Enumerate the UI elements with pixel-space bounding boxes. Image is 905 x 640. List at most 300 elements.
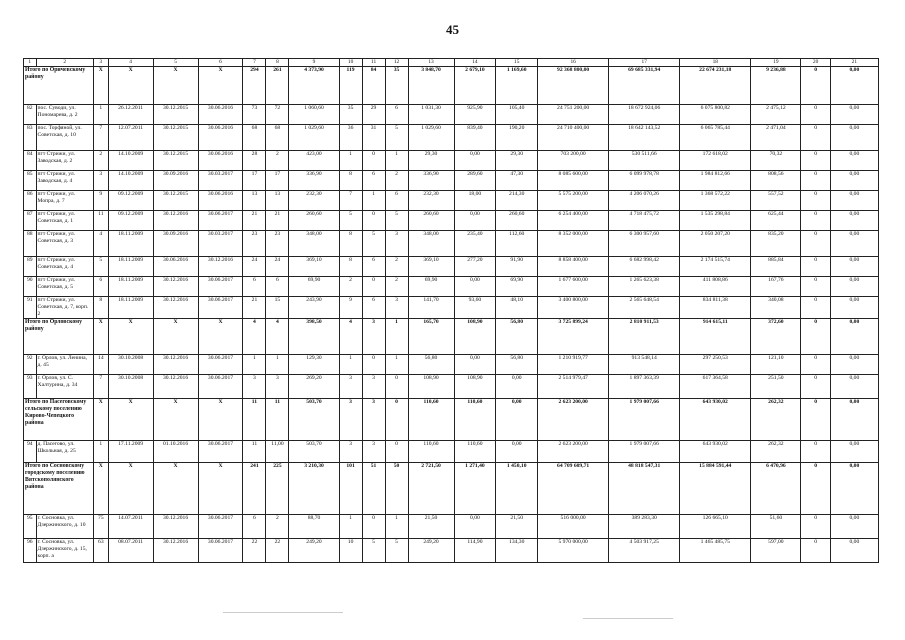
column-number: 9 — [289, 59, 339, 67]
table-cell: 30.06.2017 — [198, 515, 243, 539]
table-cell: 1 — [385, 151, 408, 171]
table-cell: 30.03.2017 — [198, 231, 243, 257]
table-cell: 0,00 — [454, 355, 496, 375]
table-cell: 3 — [94, 171, 109, 191]
table-cell: 369,10 — [289, 257, 339, 277]
table-cell: 0 — [801, 355, 830, 375]
table-cell: 1 029,60 — [289, 125, 339, 151]
table-cell: 56,80 — [408, 355, 454, 375]
table-cell: 17.11.2009 — [108, 441, 153, 463]
table-cell: 348,00 — [408, 231, 454, 257]
table-cell: 0 — [801, 257, 830, 277]
column-number: 5 — [153, 59, 198, 67]
table-cell: 2 — [385, 171, 408, 191]
table-cell: 26.12.2011 — [108, 105, 153, 125]
table-row — [24, 441, 879, 463]
row-number: 96 — [24, 539, 37, 563]
table-cell: 108,90 — [408, 375, 454, 399]
table-cell: 0 — [801, 277, 830, 297]
table-cell: 1 060,60 — [289, 105, 339, 125]
table-cell: 261 — [266, 67, 289, 105]
table-cell: 18.11.2009 — [108, 277, 153, 297]
table-cell: 0,00 — [830, 231, 878, 257]
table-cell: 5 — [362, 539, 385, 563]
table-cell: 1 — [339, 151, 362, 171]
address-cell: пгт Стрижи, ул. Заводская, д. 4 — [36, 171, 93, 191]
table-cell: 69 685 331,94 — [609, 67, 680, 105]
bottom-lines — [23, 606, 879, 626]
table-cell: 35 — [339, 105, 362, 125]
table-cell: 3 — [266, 375, 289, 399]
table-cell: 172 618,02 — [680, 151, 751, 171]
table-cell: 617 364,58 — [680, 375, 751, 399]
table-cell: 24 — [266, 257, 289, 277]
table-row — [24, 125, 879, 151]
table-cell: 22 — [266, 539, 289, 563]
table-cell: 0,00 — [830, 297, 878, 319]
table-cell: 21,50 — [408, 515, 454, 539]
table-cell: 30.12.2016 — [153, 297, 198, 319]
total-row — [24, 319, 879, 355]
table-cell: 6 — [266, 277, 289, 297]
table-cell: 0,00 — [830, 515, 878, 539]
table-cell: 0,00 — [830, 441, 878, 463]
table-cell: 09.12.2009 — [108, 211, 153, 231]
table-cell: 23 — [266, 231, 289, 257]
table-cell: 0 — [362, 211, 385, 231]
address-cell: пгт Стрижи, ул. Мопра, д. 7 — [36, 191, 93, 211]
table-cell: X — [153, 399, 198, 441]
table-cell: 6 254 400,00 — [538, 211, 609, 231]
table-cell: 411 808,86 — [680, 277, 751, 297]
table-cell: X — [153, 463, 198, 515]
column-number: 10 — [339, 59, 362, 67]
table-cell: 0,00 — [830, 125, 878, 151]
table-cell: 105,40 — [496, 105, 538, 125]
table-cell: 214,30 — [496, 191, 538, 211]
table-row — [24, 355, 879, 375]
table-cell: 0 — [801, 319, 830, 355]
table-cell: 0 — [362, 355, 385, 375]
table-cell: 1 897 363,39 — [609, 375, 680, 399]
table-cell: 336,90 — [408, 171, 454, 191]
table-cell: 0,00 — [830, 463, 878, 515]
table-cell: X — [198, 399, 243, 441]
table-cell: 3 — [339, 375, 362, 399]
table-cell: 516 000,00 — [538, 515, 609, 539]
table-cell: 30.12.2016 — [153, 355, 198, 375]
table-cell: 30.06.2017 — [198, 297, 243, 319]
table-cell: 68 — [266, 125, 289, 151]
table-cell: 530 511,66 — [609, 151, 680, 171]
address-cell: пгт Стрижи, ул. Советская, д. 4 — [36, 257, 93, 277]
table-cell: 1 — [362, 191, 385, 211]
table-cell: 68 — [243, 125, 266, 151]
address-cell: г. Орлов, ул. Ленина, д. 45 — [36, 355, 93, 375]
table-cell: 11 — [243, 399, 266, 441]
address-cell: пгт Стрижи, ул. Советская, д. 3 — [36, 231, 93, 257]
table-cell: 18.11.2009 — [108, 297, 153, 319]
page-number: 45 — [446, 22, 459, 37]
table-cell: 0,00 — [830, 277, 878, 297]
column-number: 18 — [680, 59, 751, 67]
table-cell: 110,60 — [408, 441, 454, 463]
table-cell: 30.12.2015 — [153, 191, 198, 211]
table-cell: 260,60 — [408, 211, 454, 231]
column-number: 17 — [609, 59, 680, 67]
table-cell: 2 — [266, 515, 289, 539]
table-cell: X — [108, 399, 153, 441]
table-row — [24, 515, 879, 539]
table-cell: 30.12.2015 — [153, 151, 198, 171]
column-number: 20 — [801, 59, 830, 67]
table-row — [24, 297, 879, 319]
table-cell: 141,70 — [408, 297, 454, 319]
table-cell: 4 373,90 — [289, 67, 339, 105]
table-cell: X — [153, 319, 198, 355]
table-cell: 4 718 475,72 — [609, 211, 680, 231]
table-cell: 30.06.2017 — [198, 355, 243, 375]
table-cell: 48 818 547,31 — [609, 463, 680, 515]
table-cell: 3 — [339, 399, 362, 441]
table-cell: 4 — [339, 319, 362, 355]
table-cell: 5 — [94, 257, 109, 277]
table-cell: 336,90 — [289, 171, 339, 191]
table-cell: 69,90 — [289, 277, 339, 297]
table-cell: 6 470,96 — [751, 463, 801, 515]
table-cell: 0,00 — [830, 375, 878, 399]
column-number: 8 — [266, 59, 289, 67]
table-cell: 30.12.2016 — [153, 277, 198, 297]
table-cell: 29,30 — [408, 151, 454, 171]
table-cell: 4 206 070,26 — [609, 191, 680, 211]
table-cell: 6 — [243, 515, 266, 539]
address-cell: г. Орлов, ул. С. Халтурина, д. 34 — [36, 375, 93, 399]
table-cell: 1 — [266, 355, 289, 375]
table-cell: 0 — [362, 277, 385, 297]
table-cell: 21 — [266, 211, 289, 231]
table-cell: 69,90 — [496, 277, 538, 297]
table-cell: 30.06.2017 — [198, 211, 243, 231]
table-cell: 1 271,40 — [454, 463, 496, 515]
table-cell: 7 — [94, 125, 109, 151]
table-cell: 0,00 — [454, 151, 496, 171]
table-cell: 3 — [362, 319, 385, 355]
address-cell: пос. Суводи, ул. Пономарева, д. 2 — [36, 105, 93, 125]
address-cell: г. Сосновка, ул. Дзержинского, д. 15, корп. а — [36, 539, 93, 563]
table-cell: 30.12.2016 — [153, 375, 198, 399]
table-cell: 73 — [243, 105, 266, 125]
table-cell: 30.06.2017 — [198, 539, 243, 563]
table-cell: 235,40 — [454, 231, 496, 257]
table-cell: 5 — [385, 125, 408, 151]
table-cell: 0 — [362, 515, 385, 539]
table-cell: 1 — [94, 105, 109, 125]
table-cell: 348,00 — [289, 231, 339, 257]
table-cell: 30.12.2016 — [153, 211, 198, 231]
address-cell: пгт Стрижи, ул. Советская, д. 1 — [36, 211, 93, 231]
table-cell: 925,90 — [454, 105, 496, 125]
address-cell: пгт Стрижи, ул. Советская, д. 7, корп. 2 — [36, 297, 93, 319]
table-cell: 30.12.2016 — [153, 515, 198, 539]
table-cell: 3 210,30 — [289, 463, 339, 515]
table-cell: 4 — [94, 231, 109, 257]
table-cell: 91,90 — [496, 257, 538, 277]
column-number: 11 — [362, 59, 385, 67]
table-cell: 0,00 — [830, 257, 878, 277]
table-cell: 11 — [266, 399, 289, 441]
table-cell: 5 970 000,00 — [538, 539, 609, 563]
table-cell: 6 — [243, 277, 266, 297]
table-cell: 17 — [243, 171, 266, 191]
table-row — [24, 375, 879, 399]
table-cell: 36 — [339, 125, 362, 151]
table-cell: 914 615,11 — [680, 319, 751, 355]
row-number: 91 — [24, 297, 37, 319]
table-cell: 0 — [801, 441, 830, 463]
table-cell: 0,00 — [830, 539, 878, 563]
table-cell: 2 — [339, 277, 362, 297]
table-cell: 9 236,88 — [751, 67, 801, 105]
table-cell: X — [108, 67, 153, 105]
table-cell: 29,30 — [496, 151, 538, 171]
table-cell: 2 679,10 — [454, 67, 496, 105]
table-cell: 2 — [385, 277, 408, 297]
column-number: 2 — [36, 59, 93, 67]
table-cell: 0 — [362, 151, 385, 171]
table-cell: 6 — [362, 257, 385, 277]
table-cell: 369,10 — [408, 257, 454, 277]
table-cell: 277,20 — [454, 257, 496, 277]
table-cell: 30.03.2017 — [198, 171, 243, 191]
table-cell: 289,60 — [454, 171, 496, 191]
row-number: 82 — [24, 105, 37, 125]
column-number: 15 — [496, 59, 538, 67]
table-cell: 8 352 000,00 — [538, 231, 609, 257]
table-cell: 6 075 800,82 — [680, 105, 751, 125]
table-row — [24, 151, 879, 171]
table-cell: 0 — [801, 211, 830, 231]
table-row — [24, 171, 879, 191]
table-cell: 72 — [266, 105, 289, 125]
table-cell: 121,10 — [751, 355, 801, 375]
table-cell: 14.10.2009 — [108, 151, 153, 171]
table-cell: 30.06.2016 — [198, 151, 243, 171]
column-number: 14 — [454, 59, 496, 67]
table-cell: 93,60 — [454, 297, 496, 319]
table-cell: 110,60 — [408, 399, 454, 441]
table-cell: 839,40 — [454, 125, 496, 151]
table-cell: 3 — [362, 375, 385, 399]
table-cell: 1 169,60 — [496, 67, 538, 105]
table-cell: 0 — [801, 191, 830, 211]
table-cell: 0,00 — [830, 355, 878, 375]
table-cell: X — [108, 319, 153, 355]
table-cell: 1 265 623,38 — [609, 277, 680, 297]
table-cell: 372,60 — [751, 319, 801, 355]
table-cell: 129,30 — [289, 355, 339, 375]
table-cell: 835,20 — [751, 231, 801, 257]
table-cell: 92 368 800,00 — [538, 67, 609, 105]
table-cell: 24 — [243, 257, 266, 277]
table-cell: 0 — [801, 125, 830, 151]
table-cell: 225 — [266, 463, 289, 515]
table-cell: 48,10 — [496, 297, 538, 319]
table-cell: 10 — [339, 539, 362, 563]
table-cell: 2 623 200,00 — [538, 441, 609, 463]
table-cell: 22 674 231,18 — [680, 67, 751, 105]
table-cell: 269,20 — [289, 375, 339, 399]
table-cell: 4 — [243, 319, 266, 355]
table-cell: 14.10.2009 — [108, 171, 153, 191]
table-cell: 251,50 — [751, 375, 801, 399]
table-cell: 12.07.2011 — [108, 125, 153, 151]
table-cell: 29 — [362, 105, 385, 125]
table-cell: 09.12.2009 — [108, 191, 153, 211]
column-number: 16 — [538, 59, 609, 67]
table-cell: 7 — [339, 191, 362, 211]
column-number: 4 — [108, 59, 153, 67]
table-cell: 11 — [94, 211, 109, 231]
table-cell: 8 — [339, 231, 362, 257]
table-cell: 885,84 — [751, 257, 801, 277]
address-cell: пгт Стрижи, ул. Советская, д. 5 — [36, 277, 93, 297]
table-cell: 0 — [801, 375, 830, 399]
table-cell: 30.06.2016 — [198, 125, 243, 151]
table-cell: 503,70 — [289, 441, 339, 463]
table-cell: 51,60 — [751, 515, 801, 539]
table-cell: 423,00 — [289, 151, 339, 171]
table-cell: 50 — [385, 463, 408, 515]
table-cell: 0 — [385, 375, 408, 399]
table-cell: 84 — [362, 67, 385, 105]
table-cell: 14 — [94, 355, 109, 375]
table-cell: 2 810 911,53 — [609, 319, 680, 355]
row-number: 83 — [24, 125, 37, 151]
table-cell: X — [153, 67, 198, 105]
table-cell: 0,00 — [496, 399, 538, 441]
table-cell: 249,20 — [289, 539, 339, 563]
table-cell: 1 368 572,22 — [680, 191, 751, 211]
table-cell: 30.12.2015 — [153, 105, 198, 125]
table-cell: 0,00 — [454, 211, 496, 231]
table-cell: 15 884 591,44 — [680, 463, 751, 515]
row-number: 89 — [24, 257, 37, 277]
table-cell: 0 — [801, 171, 830, 191]
table-cell: 35 — [385, 67, 408, 105]
table-row — [24, 211, 879, 231]
row-number: 93 — [24, 375, 37, 399]
table-cell: 18,00 — [454, 191, 496, 211]
table-cell: 3 — [243, 375, 266, 399]
row-number: 92 — [24, 355, 37, 375]
table-cell: 398,50 — [289, 319, 339, 355]
table-cell: 190,20 — [496, 125, 538, 151]
column-number: 3 — [94, 59, 109, 67]
table-cell: 597,00 — [751, 539, 801, 563]
table-cell: 30.10.2008 — [108, 375, 153, 399]
table-cell: 5 — [362, 231, 385, 257]
table-cell: 2 050 207,20 — [680, 231, 751, 257]
table-cell: 241 — [243, 463, 266, 515]
table-cell: 1 677 600,00 — [538, 277, 609, 297]
table-cell: 6 682 998,42 — [609, 257, 680, 277]
table-cell: 6 — [385, 191, 408, 211]
table-cell: 1 465 485,75 — [680, 539, 751, 563]
table-cell: 1 — [243, 355, 266, 375]
column-number: 6 — [198, 59, 243, 67]
table-cell: 08.07.2011 — [108, 539, 153, 563]
table-cell: 643 930,02 — [680, 399, 751, 441]
table-cell: 134,30 — [496, 539, 538, 563]
column-number: 1 — [24, 59, 37, 67]
table-cell: 24 751 200,00 — [538, 105, 609, 125]
table-cell: X — [94, 67, 109, 105]
table-cell: 0,00 — [830, 151, 878, 171]
table-cell: 56,80 — [496, 355, 538, 375]
table-cell: 30.10.2008 — [108, 355, 153, 375]
table-row — [24, 539, 879, 563]
table-cell: 262,32 — [751, 441, 801, 463]
table-cell: 167,76 — [751, 277, 801, 297]
table-cell: 0,00 — [830, 191, 878, 211]
table-cell: 108,90 — [454, 375, 496, 399]
table-cell: 232,30 — [408, 191, 454, 211]
table-cell: 8 — [94, 297, 109, 319]
column-number: 12 — [385, 59, 408, 67]
table-cell: 13 — [243, 191, 266, 211]
table-cell: 51 — [362, 463, 385, 515]
total-row — [24, 463, 879, 515]
table-cell: 2 565 648,54 — [609, 297, 680, 319]
table-cell: 0,00 — [830, 211, 878, 231]
table-cell: 2 471,04 — [751, 125, 801, 151]
table-cell: 126 665,10 — [680, 515, 751, 539]
table-cell: 21 — [243, 297, 266, 319]
table-cell: 1 — [385, 319, 408, 355]
total-label: Итого по Сосновскому городскому поселению Вятскополянского района — [24, 463, 94, 515]
table-cell: 7 — [94, 375, 109, 399]
total-row — [24, 399, 879, 441]
table-cell: 110,60 — [454, 399, 496, 441]
table-cell: 30.09.2016 — [153, 171, 198, 191]
table-cell: 3 — [385, 231, 408, 257]
table-cell: 0,00 — [830, 319, 878, 355]
table-cell: 0 — [801, 515, 830, 539]
table-cell: 2 — [94, 151, 109, 171]
table-cell: X — [94, 319, 109, 355]
address-cell: пгт Стрижи, ул. Заводская, д. 2 — [36, 151, 93, 171]
table-cell: 6 300 957,60 — [609, 231, 680, 257]
table-cell: 30.06.2017 — [198, 277, 243, 297]
table-cell: X — [198, 319, 243, 355]
table-cell: 340,08 — [751, 297, 801, 319]
table-cell: 1 984 812,66 — [680, 171, 751, 191]
column-number-row — [24, 59, 879, 67]
table-cell: 8 085 600,00 — [538, 171, 609, 191]
table-cell: 557,52 — [751, 191, 801, 211]
table-cell: 3 — [339, 441, 362, 463]
table-cell: 0 — [385, 399, 408, 441]
register-table — [23, 58, 879, 563]
table-cell: 2 721,50 — [408, 463, 454, 515]
table-cell: 703 200,00 — [538, 151, 609, 171]
table-cell: 11 — [243, 441, 266, 463]
table-cell: 1 031,30 — [408, 105, 454, 125]
table-cell: 2 475,12 — [751, 105, 801, 125]
table-cell: 112,60 — [496, 231, 538, 257]
table-cell: 3 — [362, 441, 385, 463]
